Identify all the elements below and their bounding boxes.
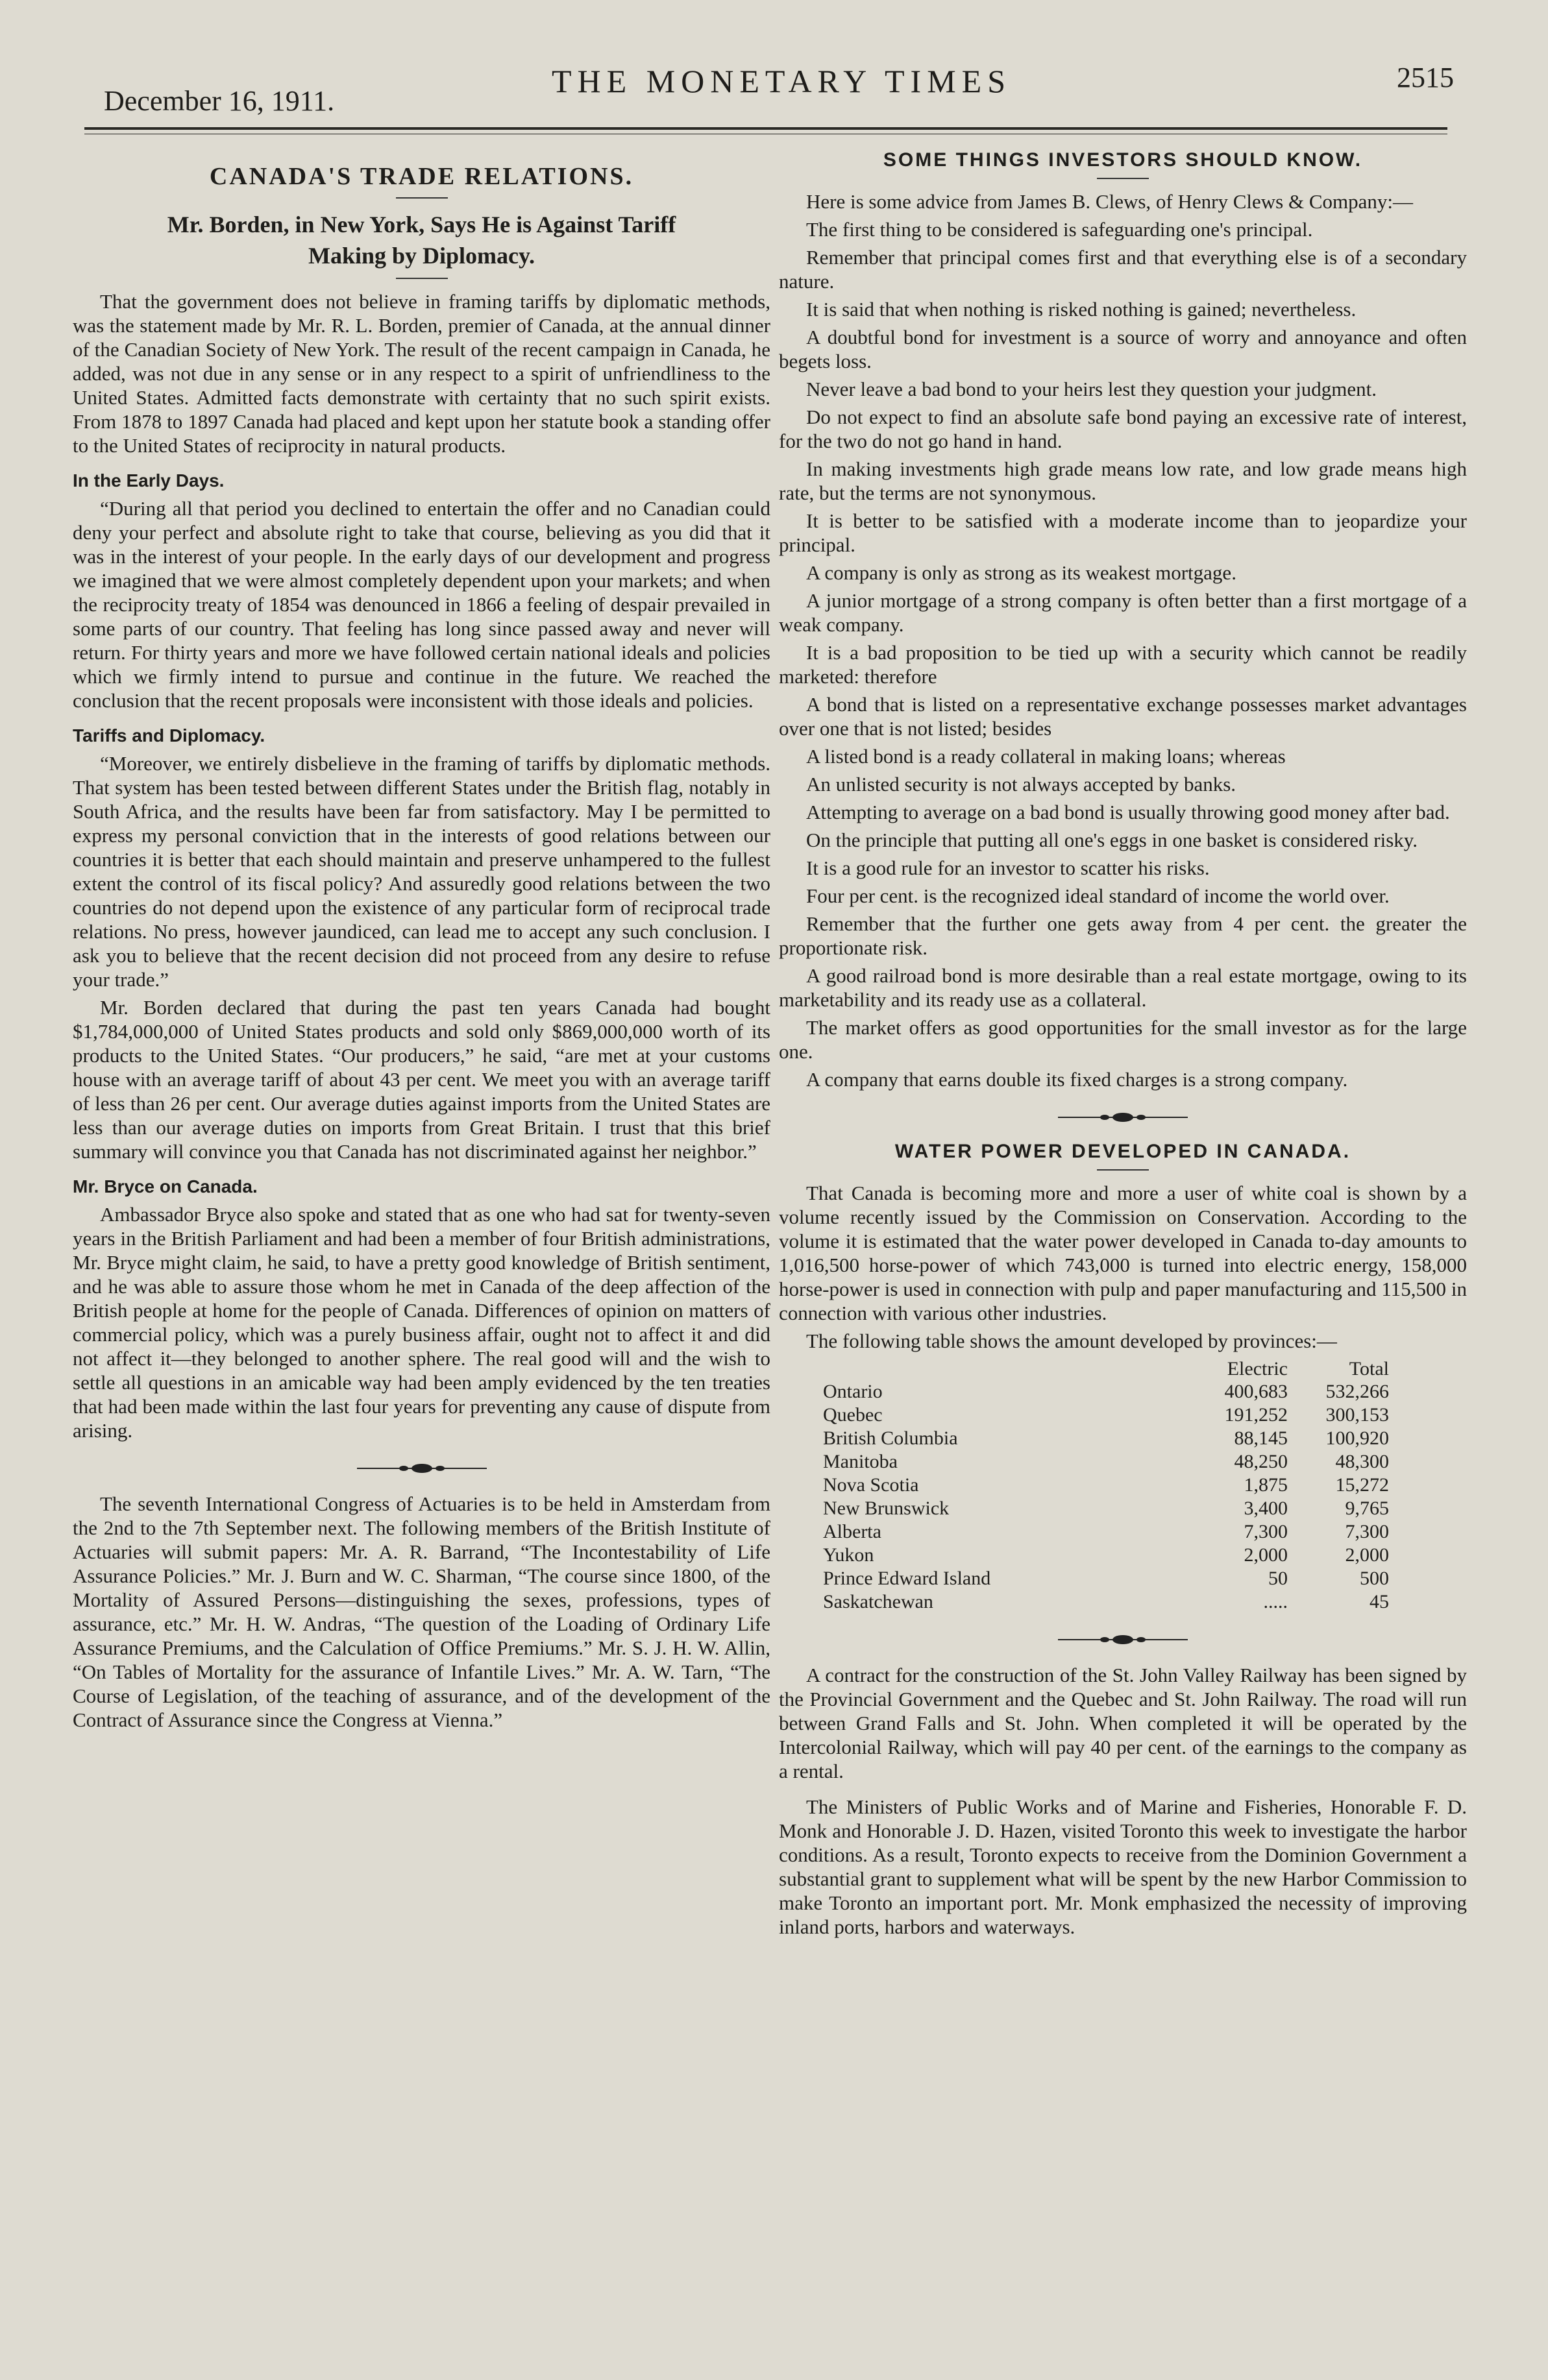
column-header-electric: Electric bbox=[1227, 1358, 1288, 1379]
water-power-table bbox=[818, 1358, 1394, 1614]
paragraph: “Moreover, we entirely disbelieve in the framing of tariffs by diplomatic methods. That system has been tested between different States under the British flag, notably in South Africa, and the results have been far from satisfactory. May I be permitted to express my personal conviction that in the interests of good relations between our countries it is better that each should maintain and preserve unhampered to the fullest extent the control of its fiscal policy? And assuredly good relations between the two countries do not depend upon the existence of any particular form of reciprocal trade relations. No press, however jaundiced, can lead me to accept any such conclusion. I ask you to believe that the recent decision did not proceed from any desire to refuse your trade.” bbox=[73, 752, 770, 991]
column-header-province bbox=[818, 1358, 1192, 1380]
province-cell: Quebec bbox=[823, 1404, 883, 1426]
total-cell: 9,765 bbox=[1345, 1498, 1389, 1519]
paragraph: The market offers as good opportunities for the small investor as for the large one. bbox=[779, 1016, 1467, 1063]
paragraph: A good railroad bond is more desirable than a real estate mortgage, owing to its marketability and its ready use as a collateral. bbox=[779, 964, 1467, 1011]
paragraph: In making investments high grade means low rate, and low grade means high rate, but the terms are not synonymous. bbox=[779, 457, 1467, 504]
paragraph: It is said that when nothing is risked nothing is gained; nevertheless. bbox=[806, 298, 1357, 321]
province-cell: Ontario bbox=[823, 1381, 883, 1402]
column-header-total: Total bbox=[1349, 1358, 1389, 1379]
page-header bbox=[104, 57, 1454, 128]
electric-cell: 7,300 bbox=[1244, 1521, 1288, 1542]
table-body bbox=[818, 1380, 1394, 1614]
table-row bbox=[818, 1590, 1394, 1614]
article-canada-trade bbox=[73, 162, 770, 1442]
province-cell: Saskatchewan bbox=[823, 1591, 933, 1612]
electric-cell: 191,252 bbox=[1224, 1404, 1288, 1426]
paragraph: The first thing to be considered is safeguarding one's principal. bbox=[806, 218, 1313, 241]
subtitle-line: Making by Diplomacy. bbox=[308, 243, 535, 269]
paragraph: The following table shows the amount developed by provinces:— bbox=[806, 1330, 1337, 1352]
total-cell: 532,266 bbox=[1325, 1381, 1389, 1402]
article-title: WATER POWER DEVELOPED IN CANADA. bbox=[894, 1141, 1351, 1162]
electric-cell: 1,875 bbox=[1244, 1474, 1288, 1496]
paragraph: It is a good rule for an investor to scatter his risks. bbox=[806, 856, 1210, 879]
paragraph: It is better to be satisfied with a moderate income than to jeopardize your principal. bbox=[779, 509, 1467, 556]
total-cell: 15,272 bbox=[1335, 1474, 1389, 1496]
article-actuaries bbox=[73, 1492, 770, 1732]
page-number: 2515 bbox=[1397, 62, 1454, 93]
paragraph: “During all that period you declined to entertain the offer and no Canadian could deny your perfect and absolute right to take that course, believing as you did that it was in the interest of your people. In the early days of our development and progress we imagined that we were almost completely dependent upon your markets; and when the reciprocity treaty of 1854 was denounced in 1866 a feeling of despair prevailed in some parts of our country. That feeling has long since passed away and never will return. For thirty years and more we have followed certain national ideals and policies which we firmly intend to pursue and continue in the future. We reached the conclusion that the recent proposals were inconsistent with those ideals and policies. bbox=[73, 497, 770, 712]
province-cell: Alberta bbox=[823, 1521, 881, 1542]
section-heading: Mr. Bryce on Canada. bbox=[73, 1176, 258, 1196]
paragraph: A bond that is listed on a representative exchange possesses market advantages over one that is not listed; besides bbox=[779, 693, 1467, 740]
left-column bbox=[73, 149, 770, 1736]
electric-cell: 400,683 bbox=[1224, 1381, 1288, 1402]
province-cell: Prince Edward Island bbox=[823, 1568, 991, 1589]
divider bbox=[396, 278, 448, 279]
right-column bbox=[779, 136, 1467, 1943]
table-row bbox=[818, 1544, 1394, 1567]
electric-cell: 88,145 bbox=[1234, 1427, 1288, 1449]
paragraph: The Ministers of Public Works and of Marine and Fisheries, Honorable F. D. Monk and Honorable J. D. Hazen, visited Toronto this week to investigate the harbor conditions. As a result, Toronto expects to receive from the Dominion Government a substantial grant to supplement what will be spent by the new Harbor Commission to make Toronto an important port. Mr. Monk emphasized the necessity of improving inland ports, harbors and waterways. bbox=[779, 1795, 1467, 1938]
paragraph: Remember that principal comes first and that everything else is of a secondary nature. bbox=[779, 246, 1467, 293]
total-cell: 100,920 bbox=[1325, 1427, 1389, 1449]
divider bbox=[1097, 178, 1149, 179]
table-row bbox=[818, 1380, 1394, 1403]
paragraph: A contract for the construction of the St. John Valley Railway has been signed by the Provincial Government and the Quebec and St. John Railway. The road will run between Grand Falls and St. John. When completed it will be operated by the Intercolonial Railway, which will pay 40 per cent. of the earnings to the company as a rental. bbox=[779, 1664, 1467, 1782]
paragraph: A company is only as strong as its weakest mortgage. bbox=[806, 561, 1236, 584]
article-st-john-railway bbox=[779, 1663, 1467, 1783]
article-toronto-harbor bbox=[779, 1795, 1467, 1939]
table-row bbox=[818, 1450, 1394, 1474]
electric-cell: 48,250 bbox=[1234, 1451, 1288, 1472]
paragraph: A doubtful bond for investment is a source of worry and annoyance and often begets loss. bbox=[779, 326, 1467, 372]
table-row bbox=[818, 1427, 1394, 1450]
total-cell: 2,000 bbox=[1345, 1544, 1389, 1566]
article-investors bbox=[779, 149, 1467, 1091]
province-cell: New Brunswick bbox=[823, 1498, 950, 1519]
paragraph: Remember that the further one gets away from 4 per cent. the greater the proportionate risk. bbox=[779, 912, 1467, 959]
total-cell: 500 bbox=[1360, 1568, 1389, 1589]
paragraph: Here is some advice from James B. Clews, of Henry Clews & Company:— bbox=[806, 190, 1413, 213]
electric-cell: 50 bbox=[1268, 1568, 1288, 1589]
article-title: SOME THINGS INVESTORS SHOULD KNOW. bbox=[883, 149, 1363, 171]
ornament-divider bbox=[357, 1462, 487, 1475]
province-cell: Nova Scotia bbox=[823, 1474, 919, 1496]
electric-cell: 2,000 bbox=[1244, 1544, 1288, 1566]
issue-date: December 16, 1911. bbox=[104, 85, 335, 117]
investor-tips bbox=[779, 189, 1467, 1091]
total-cell: 48,300 bbox=[1335, 1451, 1389, 1472]
table-header-row bbox=[818, 1358, 1394, 1380]
paragraph: Attempting to average on a bad bond is usually throwing good money after bad. bbox=[806, 801, 1450, 823]
table-row bbox=[818, 1567, 1394, 1590]
section-heading: Tariffs and Diplomacy. bbox=[73, 725, 265, 746]
header-rule bbox=[84, 127, 1447, 130]
paragraph: A company that earns double its fixed charges is a strong company. bbox=[806, 1068, 1348, 1091]
province-cell: Manitoba bbox=[823, 1451, 898, 1472]
article-water-power bbox=[779, 1141, 1467, 1614]
divider bbox=[396, 197, 448, 199]
paragraph: The seventh International Congress of Actuaries is to be held in Amsterdam from the 2nd to the 7th September next. The following members of the British Institute of Actuaries will submit papers: Mr. A. R. Barrand, “The Incontestability of Life Assurance Policies.” Mr. J. Burn and W. C. Sharman, “The course since 1800, of the Mortality of Assured Persons—distinguishing the sexes, professions, types of assurance, etc.” Mr. H. W. Andras, “The question of the Loading of Ordinary Life Assurance Premiums, and the Calculation of Office Premiums.” Mr. S. J. H. W. Allin, “On Tables of Mortality for the assurance of Infantile Lives.” Mr. A. W. Tarn, “The Course of Legislation, of the teaching of assurance, and of the development of the Contract of Assurance since the Congress at Vienna.” bbox=[73, 1492, 770, 1731]
total-cell: 45 bbox=[1370, 1591, 1389, 1612]
paragraph: Never leave a bad bond to your heirs lest they question your judgment. bbox=[806, 378, 1377, 400]
paragraph: Four per cent. is the recognized ideal standard of income the world over. bbox=[806, 884, 1390, 907]
total-cell: 300,153 bbox=[1325, 1404, 1389, 1426]
section-heading: In the Early Days. bbox=[73, 470, 225, 491]
paragraph: Do not expect to find an absolute safe bond paying an excessive rate of interest, for the two do not go hand in hand. bbox=[779, 406, 1467, 452]
table-row bbox=[818, 1403, 1394, 1427]
table-row bbox=[818, 1497, 1394, 1520]
ornament-divider bbox=[1058, 1111, 1188, 1124]
province-cell: British Columbia bbox=[823, 1427, 958, 1449]
table-row bbox=[818, 1520, 1394, 1544]
ornament-divider bbox=[1058, 1633, 1188, 1646]
total-cell: 7,300 bbox=[1345, 1521, 1389, 1542]
divider bbox=[1097, 1169, 1149, 1171]
article-title: CANADA'S TRADE RELATIONS. bbox=[209, 163, 634, 190]
article-subtitle bbox=[73, 209, 770, 271]
paragraph: That Canada is becoming more and more a user of white coal is shown by a volume recently issued by the Commission on Conservation. According to the volume it is estimated that the water power developed in Canada to-day amounts to 1,016,500 horse-power of which 743,000 is turned into electric energy, 158,000 horse-power is used in connection with pulp and paper manufacturing and 115,500 in connection with various other industries. bbox=[779, 1182, 1467, 1324]
paragraph: Mr. Borden declared that during the past ten years Canada had bought $1,784,000,000 of United States products and sold only $869,000,000 worth of its products to the United States. “Our producers,” he said, “are met at your customs house with an average tariff of about 43 per cent. We meet you with an average tariff of less than 26 per cent. Our average duties against imports from the United States are less than our average duties on imports from Great Britain. I trust that this brief summary will convince you that Canada has not discriminated against her neighbor.” bbox=[73, 996, 770, 1163]
paragraph: An unlisted security is not always accepted by banks. bbox=[806, 773, 1236, 795]
paragraph: A listed bond is a ready collateral in making loans; whereas bbox=[806, 745, 1286, 768]
table-row bbox=[818, 1474, 1394, 1497]
paragraph: Ambassador Bryce also spoke and stated that as one who had sat for twenty-seven years in the British Parliament and had been a member of four British administrations, Mr. Bryce might claim, he said, to have a pretty good knowledge of British sentiment, and he was able to assure those whom he met in Canada of the deep affection of the British people at home for the people of Canada. Differences of opinion on matters of commercial policy, which was a purely business affair, ought not to affect it and did not affect it—they belonged to another sphere. The real good will and the wish to settle all questions in an amicable way had been amply evidenced by the ten treaties that had been made within the last four years for preventing any cause of dispute from arising. bbox=[73, 1203, 770, 1442]
paragraph: It is a bad proposition to be tied up with a security which cannot be readily marketed: therefore bbox=[779, 641, 1467, 688]
province-cell: Yukon bbox=[823, 1544, 874, 1566]
paragraph: On the principle that putting all one's eggs in one basket is considered risky. bbox=[806, 829, 1418, 851]
publication-title: THE MONETARY TIMES bbox=[552, 63, 1011, 99]
electric-cell: ..... bbox=[1263, 1591, 1288, 1612]
paragraph: A junior mortgage of a strong company is often better than a first mortgage of a weak company. bbox=[779, 589, 1467, 636]
electric-cell: 3,400 bbox=[1244, 1498, 1288, 1519]
subtitle-line: Mr. Borden, in New York, Says He is Against Tariff bbox=[167, 212, 676, 237]
paragraph: That the government does not believe in framing tariffs by diplomatic methods, was the statement made by Mr. R. L. Borden, premier of Canada, at the annual dinner of the Canadian Society of New York. The result of the recent campaign in Canada, he added, was not due in any sense or in any respect to a spirit of unfriendliness to the United States. Admitted facts demonstrate with certainty that no such spirit exists. From 1878 to 1897 Canada had placed and kept upon her statute book a standing offer to the United States of reciprocity in natural products. bbox=[73, 290, 770, 457]
